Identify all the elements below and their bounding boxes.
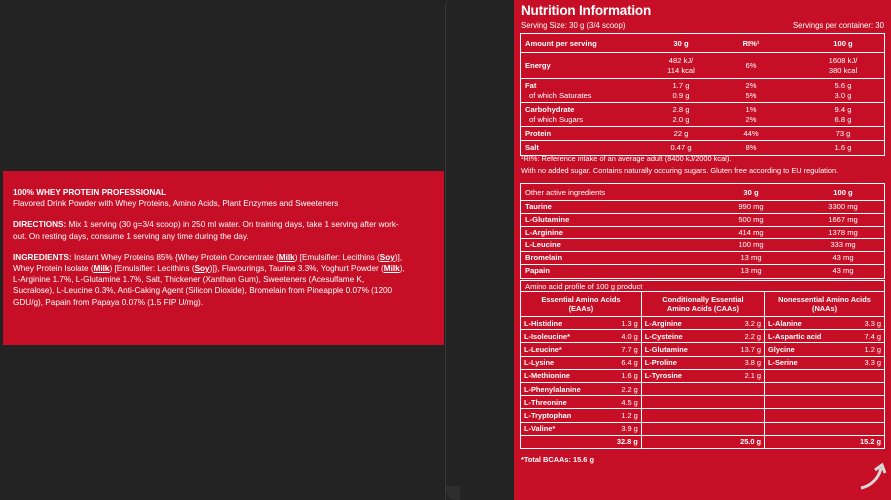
- amino-value: 1.3 g: [605, 317, 641, 330]
- product-description-panel: [3, 171, 444, 345]
- active-header-label: Other active ingredients: [525, 188, 606, 197]
- amino-name: L-Leucine*: [521, 343, 605, 356]
- product-heading: [13, 187, 434, 209]
- sugars-100g: 6.8 g: [834, 115, 852, 124]
- active-header-row: [521, 184, 884, 201]
- amino-value: 2.2 g: [721, 330, 765, 343]
- ingredients-text: ) [Emulsifier: Lecithins (: [109, 264, 195, 274]
- active-ingredients-table: [520, 183, 885, 279]
- directions-line-1: Mix 1 serving (30 g=3/4 scoop) in 250 ml water. On training days, take 1 serving after work-: [66, 220, 399, 230]
- amino-name: L-Tryptophan: [521, 409, 605, 422]
- amino-value: 3.3 g: [847, 317, 885, 330]
- energy-label: Energy: [525, 61, 551, 70]
- conditional-header: Conditionally Essential Amino Acids (CAAs): [641, 292, 764, 317]
- amino-name: Glycine: [765, 343, 847, 356]
- directions-label: DIRECTIONS:: [13, 220, 67, 230]
- active-ingredient-name: L-Arginine: [525, 227, 563, 237]
- ingredients-text: Instant Whey Proteins 85% {Whey Protein Concentrate (: [71, 252, 279, 262]
- active-rows: [521, 201, 884, 278]
- active-ingredient-30g: 13 mg: [740, 253, 762, 263]
- sugars-label: of which Sugars: [529, 115, 584, 124]
- amino-name: L-Valine*: [521, 422, 605, 435]
- active-header-100g: 100 g: [833, 188, 853, 197]
- active-ingredient-row: [521, 252, 884, 265]
- ingredients-text: L-Arginine 1.7%, L-Glutamine 1.7%, Salt, Thickener (Xanthan Gum), Sweeteners (Acesulfame K,: [13, 275, 365, 285]
- allergen-soy: Soy: [194, 264, 210, 274]
- allergen-soy: Soy: [379, 252, 395, 262]
- carbohydrate-row: [521, 103, 884, 127]
- amino-row: [521, 369, 885, 382]
- nutrition-title: Nutrition Information: [521, 3, 652, 18]
- amino-name: L-Tyrosine: [641, 369, 721, 382]
- fat-30g: 1.7 g: [672, 81, 690, 90]
- fat-label: Fat: [525, 81, 537, 90]
- amino-name: L-Arginine: [641, 317, 721, 330]
- active-ingredient-100g: 333 mg: [830, 240, 856, 250]
- amino-name: L-Serine: [765, 356, 847, 369]
- servings-per-container: Servings per container: 30: [792, 21, 884, 30]
- allergen-milk: Milk: [278, 252, 295, 262]
- amino-row: [521, 356, 885, 369]
- active-ingredient-row: [521, 239, 884, 252]
- amino-value: 1.6 g: [605, 369, 641, 382]
- amino-name: L-Glutamine: [641, 343, 721, 356]
- amino-value: 4.5 g: [605, 396, 641, 409]
- amino-name: L-Aspartic acid: [765, 330, 847, 343]
- header-label: Amount per serving: [525, 39, 597, 48]
- amino-name: L-Alanine: [765, 317, 847, 330]
- serving-size: Serving Size: 30 g (3/4 scoop): [521, 21, 626, 30]
- active-ingredient-row: [521, 214, 884, 227]
- sugar-gluten-note: With no added sugar. Contains naturally occuring sugars. Gluten free according to EU regulation.: [521, 166, 839, 175]
- sugars-30g: 2.0 g: [672, 115, 690, 124]
- total-bcaa: *Total BCAAs: 15.6 g: [521, 455, 594, 464]
- amino-row: [521, 343, 885, 356]
- nutrition-panel: [514, 0, 891, 500]
- active-ingredient-name: L-Leucine: [525, 240, 561, 250]
- active-header-30g: 30 g: [743, 188, 759, 197]
- ingredients-text: GDU/g), Papain from Papaya 0.07% (1.5 FIP U/mg).: [13, 297, 204, 307]
- energy-100g-kcal: 380 kcal: [828, 65, 858, 75]
- active-ingredient-row: [521, 265, 884, 278]
- amino-name: L-Threonine: [521, 396, 605, 409]
- active-ingredient-100g: 43 mg: [832, 253, 854, 263]
- ingredients-text: ) [Emulsifier: Lecithins (: [294, 252, 380, 262]
- saturates-ri: 5%: [745, 91, 757, 100]
- amino-title: Amino acid profile of 100 g product: [525, 282, 643, 291]
- allergen-milk: Milk: [383, 264, 400, 274]
- ri-footnote: ¹RI%: Reference intake of an average adult (8400 kJ/2000 kcal).: [521, 154, 732, 163]
- amino-body: [521, 317, 885, 449]
- amino-value: 2.2 g: [605, 382, 641, 395]
- carbohydrate-ri: 1%: [745, 105, 757, 114]
- carbohydrate-30g: 2.8 g: [672, 105, 690, 114]
- conditional-total: 25.0 g: [721, 435, 765, 448]
- fat-100g: 5.6 g: [834, 81, 852, 90]
- ingredients-text: )]}, Flavourings, Taurine 3.3%, Yoghurt Powder (: [209, 264, 384, 274]
- active-ingredient-row: [521, 201, 884, 214]
- active-ingredient-30g: 990 mg: [738, 202, 764, 211]
- amino-value: 13.7 g: [721, 343, 765, 356]
- amino-name: L-Cysteine: [641, 330, 721, 343]
- energy-row: [521, 53, 884, 79]
- carbohydrate-label: Carbohydrate: [525, 105, 575, 114]
- amino-value: 7.7 g: [605, 343, 641, 356]
- protein-ri: 44%: [743, 129, 759, 138]
- essential-header: Essential Amino Acids (EAAs): [521, 292, 642, 317]
- amino-value: 3.9 g: [605, 422, 641, 435]
- ingredients-text: ),: [399, 264, 405, 274]
- directions-line-2: out. On resting days, consume 1 serving any time during the day.: [13, 231, 249, 241]
- active-ingredient-name: Papain: [525, 265, 550, 275]
- amino-name: L-Isoleucine*: [521, 330, 605, 343]
- page-corner: [446, 486, 460, 500]
- amino-row: [521, 396, 885, 409]
- product-name: 100% WHEY PROTEIN PROFESSIONAL: [13, 188, 167, 197]
- amino-name: L-Histidine: [521, 317, 605, 330]
- protein-label: Protein: [525, 129, 552, 138]
- active-ingredient-100g: 3300 mg: [828, 202, 858, 211]
- carbohydrate-100g: 9.4 g: [834, 105, 852, 114]
- energy-30g-kj: 482 kJ/: [668, 56, 694, 65]
- fat-ri: 2%: [745, 81, 757, 90]
- active-ingredient-row: [521, 227, 884, 240]
- salt-row: [521, 141, 884, 155]
- header-100g: 100 g: [833, 39, 853, 48]
- ingredients-text: Sucralose), L-Leucine 0.3%, Anti-Caking Agent (Silicon Dioxide), Bromelain from Pineapple 0.07% (1200: [13, 286, 393, 296]
- amino-value: 3.8 g: [721, 356, 765, 369]
- amino-name: L-Phenylalanine: [521, 382, 605, 395]
- amino-row: [521, 382, 885, 395]
- active-ingredient-30g: 414 mg: [738, 227, 764, 237]
- active-ingredient-30g: 500 mg: [738, 214, 764, 224]
- amino-value: 1.2 g: [605, 409, 641, 422]
- amino-value: 4.0 g: [605, 330, 641, 343]
- nonessential-header: Nonessential Amino Acids (NAAs): [765, 292, 885, 317]
- energy-100g-kj: 1608 kJ/: [828, 56, 858, 65]
- protein-row: [521, 127, 884, 141]
- active-ingredient-30g: 13 mg: [740, 265, 762, 275]
- active-ingredient-name: Taurine: [525, 202, 552, 211]
- salt-ri: 8%: [745, 143, 757, 152]
- nutrition-header-row: [521, 34, 884, 53]
- amino-row: [521, 330, 885, 343]
- active-ingredient-name: L-Glutamine: [525, 214, 570, 224]
- product-subtitle: Flavored Drink Powder with Whey Proteins, Amino Acids, Plant Enzymes and Sweeteners: [13, 199, 339, 209]
- header-30g: 30 g: [673, 39, 689, 48]
- ingredients: [13, 252, 434, 308]
- active-ingredient-100g: 43 mg: [832, 265, 854, 275]
- energy-ri: 6%: [745, 61, 757, 70]
- amino-acid-table: [520, 291, 885, 449]
- fat-row: [521, 79, 884, 103]
- nonessential-total: 15.2 g: [847, 435, 885, 448]
- amino-total-row: [521, 435, 885, 448]
- amino-row: [521, 422, 885, 435]
- saturates-label: of which Saturates: [529, 91, 592, 100]
- essential-total: 32.8 g: [605, 435, 641, 448]
- sugars-ri: 2%: [745, 115, 757, 124]
- salt-100g: 1.6 g: [834, 143, 852, 152]
- nutrition-table: [520, 33, 885, 156]
- amino-value: 6.4 g: [605, 356, 641, 369]
- amino-value: 2.1 g: [721, 369, 765, 382]
- protein-30g: 22 g: [673, 129, 689, 138]
- ingredients-text: )],: [394, 252, 403, 262]
- salt-30g: 0.47 g: [670, 143, 692, 152]
- salt-label: Salt: [525, 143, 539, 152]
- amino-value: 7.4 g: [847, 330, 885, 343]
- amino-value: 3.3 g: [847, 356, 885, 369]
- amino-value: 1.2 g: [847, 343, 885, 356]
- ingredients-text: Whey Protein Isolate (: [13, 264, 94, 274]
- page-turn-arrow-icon[interactable]: [857, 462, 887, 492]
- saturates-100g: 3.0 g: [834, 91, 852, 100]
- directions: [13, 219, 434, 241]
- amino-row: [521, 409, 885, 422]
- amino-name: L-Lysine: [521, 356, 605, 369]
- active-ingredient-30g: 100 mg: [738, 240, 764, 250]
- ingredients-label: INGREDIENTS:: [13, 252, 72, 262]
- protein-100g: 73 g: [835, 129, 851, 138]
- saturates-30g: 0.9 g: [672, 91, 690, 100]
- allergen-milk: Milk: [93, 264, 110, 274]
- amino-row: [521, 317, 885, 330]
- active-ingredient-100g: 1378 mg: [828, 227, 858, 237]
- amino-header-row: [521, 292, 885, 317]
- amino-name: L-Proline: [641, 356, 721, 369]
- active-ingredient-name: Bromelain: [525, 253, 563, 263]
- active-ingredient-100g: 1667 mg: [828, 214, 858, 224]
- energy-30g-kcal: 114 kcal: [667, 65, 695, 75]
- header-ri: RI%¹: [742, 39, 760, 48]
- amino-value: 3.2 g: [721, 317, 765, 330]
- amino-name: L-Methionine: [521, 369, 605, 382]
